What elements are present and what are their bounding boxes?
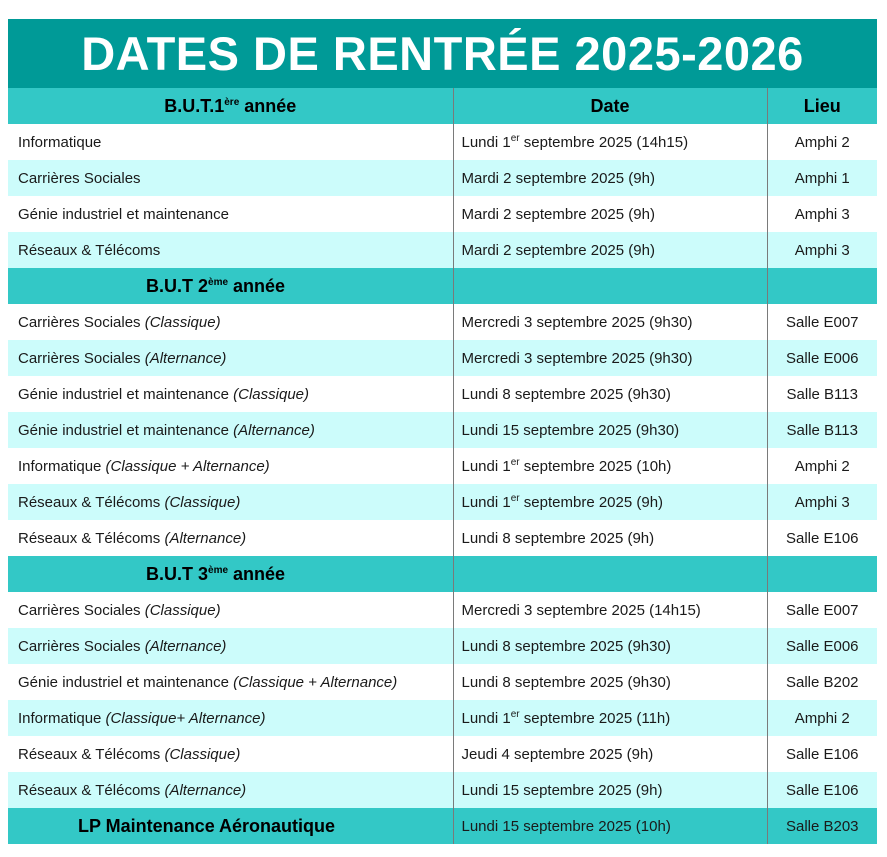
lieu-cell: Salle B203 — [767, 808, 877, 844]
program-mode: (Alternance) — [164, 781, 247, 799]
date-text: Lundi 8 septembre 2025 (9h30) — [461, 637, 671, 655]
program-name: Carrières Sociales — [18, 637, 145, 655]
section-row — [8, 556, 877, 592]
date-cell — [453, 196, 767, 232]
date-text: Mardi 2 septembre 2025 (9h) — [461, 241, 655, 259]
schedule-table — [8, 88, 877, 844]
lieu-cell: Amphi 2 — [767, 448, 877, 484]
table-row — [8, 160, 877, 196]
date-sup: er — [510, 132, 520, 144]
lieu-cell: Amphi 3 — [767, 232, 877, 268]
program-cell — [8, 232, 453, 268]
table-row — [8, 304, 877, 340]
date-text: Lundi 1 — [461, 493, 511, 511]
program-cell — [8, 160, 453, 196]
table-row — [8, 772, 877, 808]
date-text: Lundi 8 septembre 2025 (9h30) — [461, 385, 671, 403]
section-title — [8, 556, 453, 592]
date-cell — [453, 520, 767, 556]
program-mode: (Classique) — [164, 745, 241, 763]
date-text: Mardi 2 septembre 2025 (9h) — [461, 205, 655, 223]
date-cell — [453, 340, 767, 376]
lieu-cell: Amphi 2 — [767, 700, 877, 736]
section-row — [8, 268, 877, 304]
lieu-cell: Salle B202 — [767, 664, 877, 700]
date-cell — [453, 628, 767, 664]
program-mode: (Classique + Alternance) — [105, 457, 270, 475]
lieu-cell: Salle B113 — [767, 376, 877, 412]
section-empty — [767, 268, 877, 304]
program-cell — [8, 520, 453, 556]
date-cell — [453, 484, 767, 520]
table-row — [8, 700, 877, 736]
program-name: Génie industriel et maintenance — [18, 421, 234, 439]
program-cell — [8, 772, 453, 808]
program-name: Informatique — [18, 457, 106, 475]
date-cell — [453, 664, 767, 700]
table-row — [8, 196, 877, 232]
table-row — [8, 412, 877, 448]
lieu-cell: Salle E007 — [767, 304, 877, 340]
program-name: Réseaux & Télécoms — [18, 781, 165, 799]
program-name: Carrières Sociales — [18, 313, 145, 331]
program-name: Carrières Sociales — [18, 349, 145, 367]
date-text: Lundi 8 septembre 2025 (9h30) — [461, 673, 671, 691]
program-mode: (Classique+ Alternance) — [105, 709, 266, 727]
program-mode: (Alternance) — [164, 529, 247, 547]
program-name: Carrières Sociales — [18, 169, 141, 187]
table-row — [8, 520, 877, 556]
header-lieu: Lieu — [767, 88, 877, 124]
date-text: Mercredi 3 septembre 2025 (9h30) — [461, 349, 693, 367]
lieu-cell: Amphi 3 — [767, 484, 877, 520]
lieu-cell: Salle E007 — [767, 592, 877, 628]
table-row — [8, 664, 877, 700]
program-mode: (Classique + Alternance) — [233, 673, 398, 691]
header-program: B.U.T.1ère année — [8, 88, 453, 124]
program-cell — [8, 412, 453, 448]
date-text: Lundi 8 septembre 2025 (9h) — [461, 529, 655, 547]
lieu-cell: Amphi 2 — [767, 124, 877, 160]
header-row — [8, 88, 877, 124]
lieu-cell: Amphi 1 — [767, 160, 877, 196]
program-cell — [8, 592, 453, 628]
table-row — [8, 448, 877, 484]
program-cell — [8, 376, 453, 412]
header-date: Date — [453, 88, 767, 124]
program-name: Génie industriel et maintenance — [18, 385, 234, 403]
table-row — [8, 628, 877, 664]
program-mode: (Classique) — [144, 313, 221, 331]
date-text: Mercredi 3 septembre 2025 (14h15) — [461, 601, 701, 619]
date-text: Lundi 1 — [461, 133, 511, 151]
date-cell — [453, 232, 767, 268]
program-name: Génie industriel et maintenance — [18, 205, 229, 223]
lieu-cell: Amphi 3 — [767, 196, 877, 232]
date-text: Lundi 15 septembre 2025 (9h) — [461, 781, 663, 799]
lieu-cell: Salle E006 — [767, 628, 877, 664]
section-suffix: année — [228, 275, 286, 296]
page-title: DATES DE RENTRÉE 2025-2026 — [8, 19, 877, 88]
program-name: Informatique — [18, 709, 106, 727]
program-cell — [8, 340, 453, 376]
table-row — [8, 592, 877, 628]
date-text-end: septembre 2025 (11h) — [519, 709, 671, 727]
date-cell — [453, 736, 767, 772]
date-text: Lundi 1 — [461, 709, 511, 727]
program-cell — [8, 304, 453, 340]
table-row — [8, 124, 877, 160]
program-name: Réseaux & Télécoms — [18, 241, 161, 259]
section-label: B.U.T 3 — [146, 563, 209, 584]
section-sup: ème — [208, 276, 229, 288]
section-empty — [453, 268, 767, 304]
date-text: Lundi 15 septembre 2025 (9h30) — [461, 421, 680, 439]
program-mode: (Alternance) — [144, 637, 227, 655]
program-cell — [8, 448, 453, 484]
date-cell — [453, 124, 767, 160]
date-text: Mardi 2 septembre 2025 (9h) — [461, 169, 655, 187]
section-sup: ème — [208, 564, 229, 576]
date-text: Jeudi 4 septembre 2025 (9h) — [461, 745, 654, 763]
date-sup: er — [510, 708, 520, 720]
section-empty — [453, 556, 767, 592]
table-row — [8, 340, 877, 376]
program-cell — [8, 124, 453, 160]
program-cell — [8, 700, 453, 736]
date-cell — [453, 160, 767, 196]
lp-row — [8, 808, 877, 844]
date-cell — [453, 376, 767, 412]
date-cell — [453, 772, 767, 808]
date-cell — [453, 700, 767, 736]
program-cell — [8, 664, 453, 700]
date-text-end: septembre 2025 (9h) — [519, 493, 664, 511]
program-name: Réseaux & Télécoms — [18, 529, 165, 547]
program-name: Réseaux & Télécoms — [18, 745, 165, 763]
date-text: Mercredi 3 septembre 2025 (9h30) — [461, 313, 693, 331]
program-mode: (Alternance) — [233, 421, 315, 439]
program-name: Réseaux & Télécoms — [18, 493, 165, 511]
date-text: Lundi 1 — [461, 457, 511, 475]
lieu-cell: Salle E006 — [767, 340, 877, 376]
section-empty — [767, 556, 877, 592]
date-cell — [453, 412, 767, 448]
program-mode: (Classique) — [144, 601, 221, 619]
table-row — [8, 376, 877, 412]
date-text-end: septembre 2025 (10h) — [519, 457, 672, 475]
date-text-end: septembre 2025 (14h15) — [519, 133, 689, 151]
section-suffix: année — [228, 563, 286, 584]
program-cell — [8, 628, 453, 664]
program-cell — [8, 736, 453, 772]
table-row — [8, 484, 877, 520]
section-title — [8, 268, 453, 304]
section-label: B.U.T 2 — [146, 275, 209, 296]
lieu-cell: Salle E106 — [767, 736, 877, 772]
program-cell — [8, 196, 453, 232]
date-cell — [453, 448, 767, 484]
table-row — [8, 232, 877, 268]
program-name: Informatique — [18, 133, 102, 151]
lieu-cell: Salle B113 — [767, 412, 877, 448]
program-cell — [8, 484, 453, 520]
date-sup: er — [510, 456, 520, 468]
program-mode: (Classique) — [164, 493, 241, 511]
lp-title: LP Maintenance Aéronautique — [8, 808, 453, 844]
program-mode: (Alternance) — [144, 349, 227, 367]
table-row — [8, 736, 877, 772]
date-cell — [453, 304, 767, 340]
lieu-cell: Salle E106 — [767, 772, 877, 808]
program-name: Génie industriel et maintenance — [18, 673, 234, 691]
date-cell: Lundi 15 septembre 2025 (10h) — [453, 808, 767, 844]
lieu-cell: Salle E106 — [767, 520, 877, 556]
program-mode: (Classique) — [233, 385, 309, 403]
date-cell — [453, 592, 767, 628]
date-sup: er — [510, 492, 520, 504]
program-name: Carrières Sociales — [18, 601, 145, 619]
